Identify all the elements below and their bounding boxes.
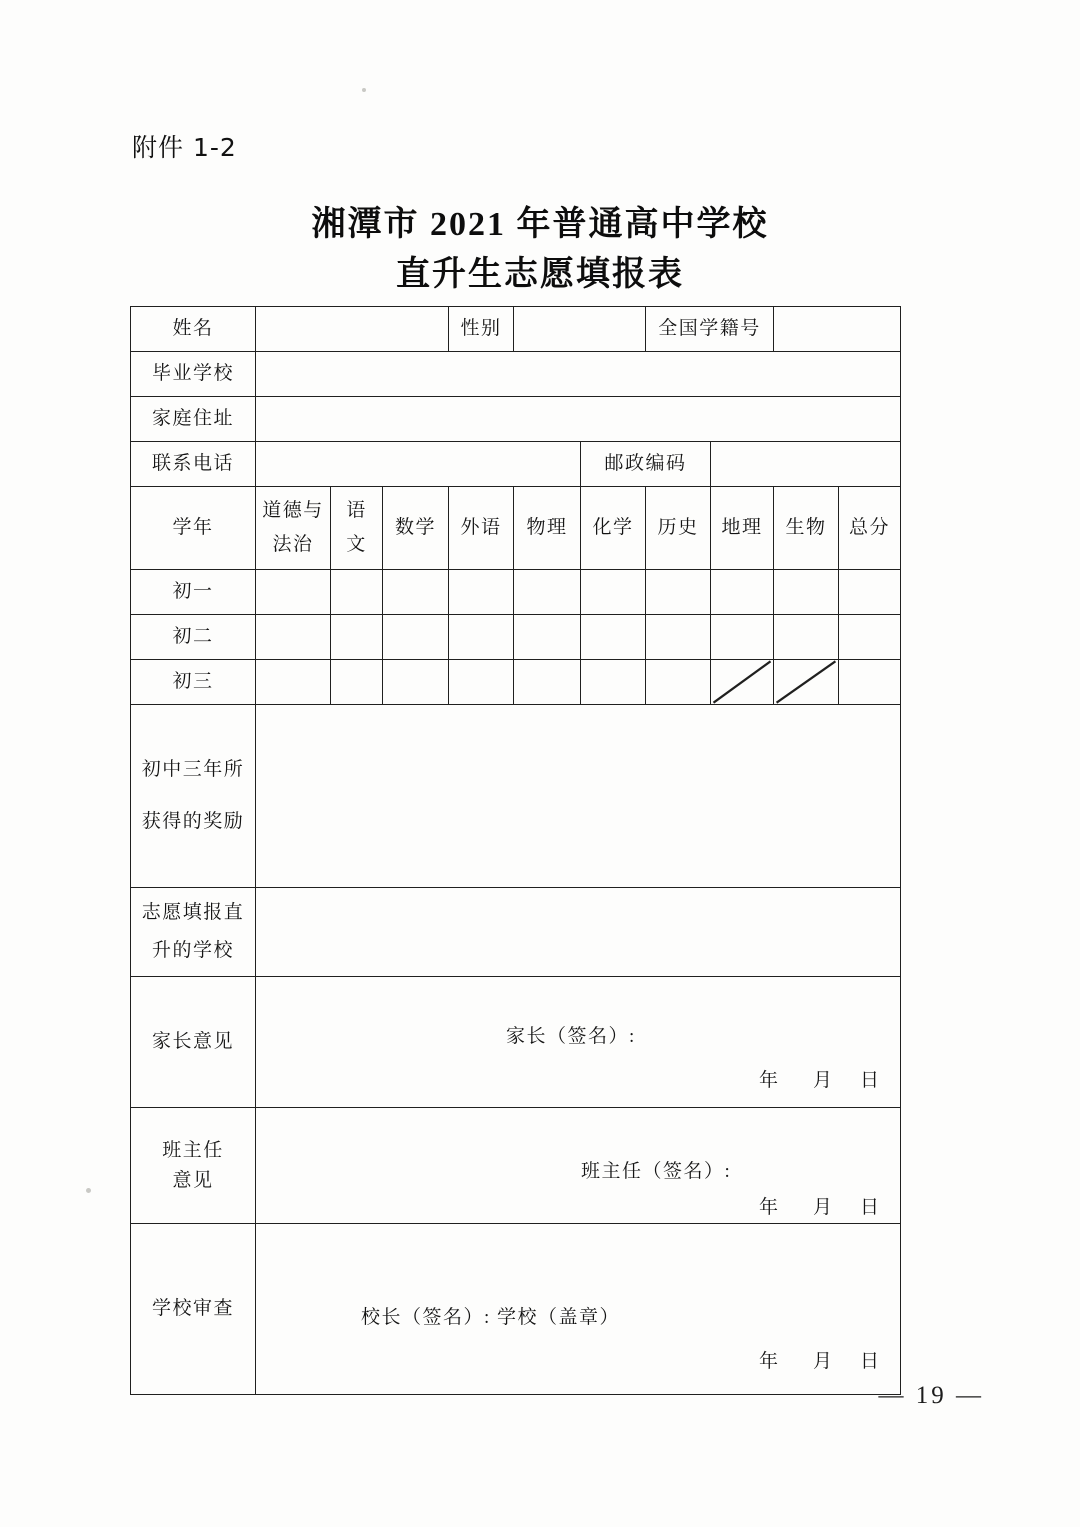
grade-year-label: 初二 — [131, 615, 256, 660]
grade-cell[interactable] — [514, 615, 581, 660]
school-review-label: 学校审查 — [131, 1224, 256, 1395]
teacher-opinion-area[interactable] — [256, 1108, 901, 1224]
grade-cell[interactable] — [774, 570, 839, 615]
student-id-input[interactable] — [774, 307, 901, 352]
table-row-name — [131, 307, 901, 352]
parent-signature-line: 家长（签名）: — [506, 1026, 636, 1047]
school-choice-input[interactable] — [256, 888, 901, 977]
grade-cell-biology-struck — [774, 660, 839, 705]
subject-header-foreign-language: 外语 — [449, 487, 514, 570]
subject-label-line1: 道德与 — [262, 500, 324, 521]
page-title — [0, 200, 1080, 300]
school-choice-label-line1: 志愿填报直 — [141, 902, 245, 923]
subject-header-math: 数学 — [383, 487, 449, 570]
subject-header-chemistry: 化学 — [581, 487, 646, 570]
table-row-phone — [131, 442, 901, 487]
phone-input[interactable] — [256, 442, 581, 487]
diagonal-strike-icon — [711, 660, 773, 704]
page-number-footer: — 19 — — [878, 1382, 984, 1409]
awards-label-line2: 获得的奖励 — [141, 811, 245, 832]
student-application-form — [130, 306, 901, 1395]
date-month-label: 月 — [813, 1197, 834, 1218]
grade-cell[interactable] — [383, 570, 449, 615]
graduation-school-label: 毕业学校 — [131, 352, 256, 397]
awards-input[interactable] — [256, 705, 901, 888]
grades-year-header: 学年 — [131, 487, 256, 570]
teacher-opinion-label-line1: 班主任 — [162, 1139, 224, 1161]
table-row-grade-year3 — [131, 660, 901, 705]
school-choice-label — [131, 888, 256, 977]
subject-label-line2: 法治 — [272, 534, 314, 555]
home-address-label: 家庭住址 — [131, 397, 256, 442]
grade-cell[interactable] — [383, 660, 449, 705]
table-row-school-review — [131, 1224, 901, 1395]
table-row-teacher-opinion — [131, 1108, 901, 1224]
postcode-input[interactable] — [711, 442, 901, 487]
name-label: 姓名 — [131, 307, 256, 352]
title-line-2: 直升生志愿填报表 — [396, 256, 684, 293]
attachment-label: 附件 1-2 — [132, 133, 237, 162]
phone-label: 联系电话 — [131, 442, 256, 487]
awards-label — [131, 705, 256, 888]
home-address-input[interactable] — [256, 397, 901, 442]
subject-header-biology: 生物 — [774, 487, 839, 570]
grade-cell[interactable] — [711, 615, 774, 660]
grade-cell[interactable] — [839, 660, 901, 705]
table-row-awards — [131, 705, 901, 888]
grade-cell[interactable] — [256, 570, 331, 615]
grade-cell[interactable] — [449, 570, 514, 615]
grade-cell[interactable] — [514, 660, 581, 705]
school-date-line — [742, 1346, 890, 1373]
grade-cell[interactable] — [646, 615, 711, 660]
parent-opinion-label: 家长意见 — [131, 977, 256, 1108]
date-year-label: 年 — [759, 1351, 780, 1372]
table-row-grade-year2 — [131, 615, 901, 660]
grade-cell[interactable] — [514, 570, 581, 615]
subject-header-geography: 地理 — [711, 487, 774, 570]
table-row-school-choice — [131, 888, 901, 977]
school-choice-label-line2: 升的学校 — [151, 940, 234, 961]
grade-cell[interactable] — [711, 570, 774, 615]
gender-input[interactable] — [514, 307, 646, 352]
grade-cell[interactable] — [774, 615, 839, 660]
date-month-label: 月 — [813, 1351, 834, 1372]
parent-opinion-area[interactable] — [256, 977, 901, 1108]
date-month-label: 月 — [813, 1070, 834, 1091]
table-row-subject-header — [131, 487, 901, 570]
teacher-opinion-label — [131, 1108, 256, 1224]
gender-label: 性别 — [449, 307, 514, 352]
grade-cell[interactable] — [839, 570, 901, 615]
date-day-label: 日 — [860, 1351, 881, 1372]
subject-label-line2: 文 — [346, 534, 367, 555]
title-line-1: 湘潭市 2021 年普通高中学校 — [311, 206, 769, 243]
grade-cell[interactable] — [449, 660, 514, 705]
teacher-opinion-label-line2: 意见 — [172, 1169, 214, 1191]
grade-cell-geography-struck — [711, 660, 774, 705]
table-row-parent-opinion — [131, 977, 901, 1108]
grade-year-label: 初三 — [131, 660, 256, 705]
principal-signature-line: 校长（签名）: 学校（盖章） — [361, 1307, 621, 1328]
grade-year-label: 初一 — [131, 570, 256, 615]
date-year-label: 年 — [759, 1197, 780, 1218]
name-input[interactable] — [256, 307, 449, 352]
table-row-grade-year1 — [131, 570, 901, 615]
grade-cell[interactable] — [256, 615, 331, 660]
diagonal-strike-icon — [774, 660, 838, 704]
teacher-date-line — [742, 1192, 890, 1219]
date-day-label: 日 — [860, 1197, 881, 1218]
table-row-graduation-school — [131, 352, 901, 397]
graduation-school-input[interactable] — [256, 352, 901, 397]
grade-cell[interactable] — [449, 615, 514, 660]
date-day-label: 日 — [860, 1070, 881, 1091]
awards-label-line1: 初中三年所 — [141, 759, 245, 780]
subject-header-chinese — [331, 487, 383, 570]
subject-header-physics: 物理 — [514, 487, 581, 570]
grade-cell[interactable] — [331, 615, 383, 660]
grade-cell[interactable] — [256, 660, 331, 705]
postcode-label: 邮政编码 — [581, 442, 711, 487]
parent-date-line — [742, 1065, 890, 1092]
subject-header-total: 总分 — [839, 487, 901, 570]
grade-cell[interactable] — [646, 570, 711, 615]
teacher-signature-line: 班主任（签名）: — [581, 1161, 732, 1182]
subject-header-history: 历史 — [646, 487, 711, 570]
grade-cell[interactable] — [581, 570, 646, 615]
grade-cell[interactable] — [581, 660, 646, 705]
grade-cell[interactable] — [331, 660, 383, 705]
grade-cell[interactable] — [383, 615, 449, 660]
subject-label-line1: 语 — [346, 500, 367, 521]
grade-cell[interactable] — [581, 615, 646, 660]
school-review-area[interactable] — [256, 1224, 901, 1395]
grade-cell[interactable] — [646, 660, 711, 705]
grade-cell[interactable] — [839, 615, 901, 660]
table-row-home-address — [131, 397, 901, 442]
grade-cell[interactable] — [331, 570, 383, 615]
date-year-label: 年 — [759, 1070, 780, 1091]
subject-header-moral-law — [256, 487, 331, 570]
student-id-label: 全国学籍号 — [646, 307, 774, 352]
